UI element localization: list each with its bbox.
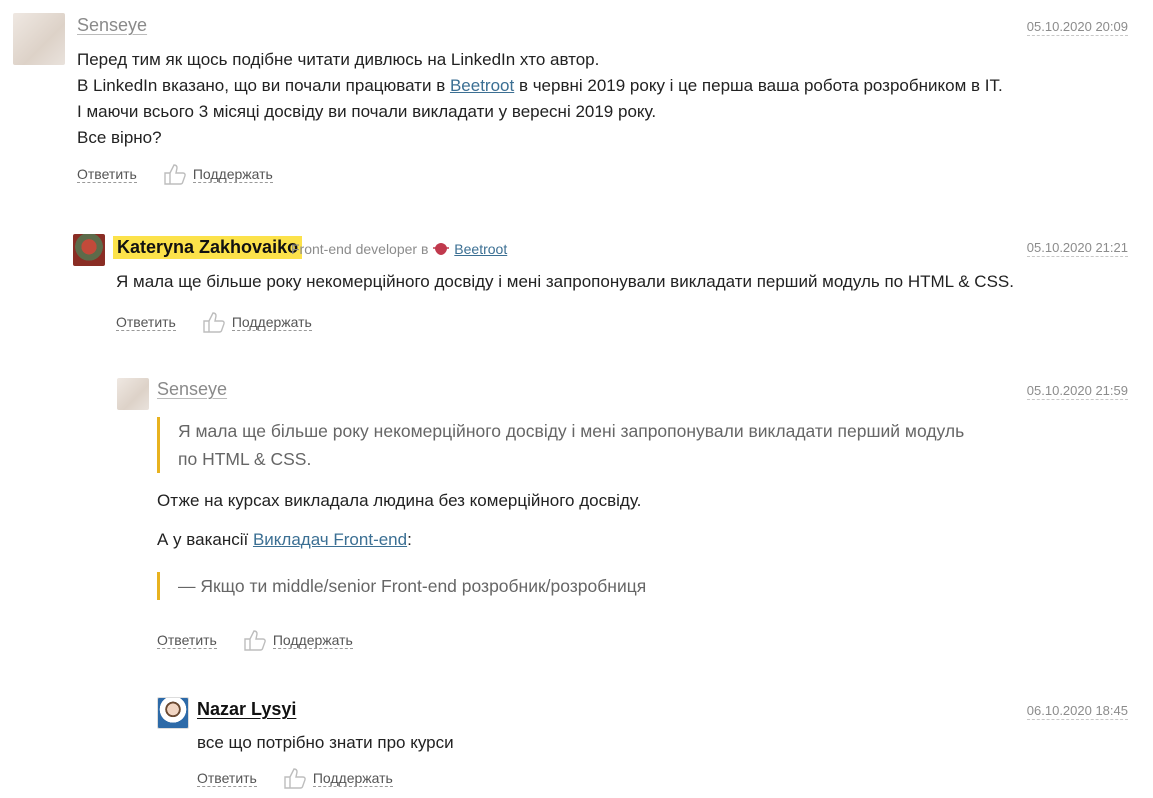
avatar[interactable]	[13, 13, 65, 65]
like-button[interactable]	[163, 163, 273, 185]
reply-button[interactable]: Ответить	[197, 769, 257, 786]
avatar[interactable]	[117, 378, 149, 410]
comment-line: В LinkedIn вказано, що ви почали працювати в Beetroot в червні 2019 року і це перша ваша робота розробником в IT.	[77, 76, 1003, 95]
comment-date[interactable]: 06.10.2020 18:45	[1026, 703, 1128, 718]
like-button[interactable]	[202, 311, 312, 333]
thumbs-up-icon	[202, 311, 226, 333]
comment-author[interactable]: Kateryna Zakhovaiko	[113, 236, 302, 259]
comment-body: Я мала ще більше року некомерційного досвіду і мені запропонували викладати перший модуль по HTML & CSS.	[116, 272, 1014, 291]
comment-author[interactable]: Senseye	[77, 15, 148, 35]
comment-date[interactable]: 05.10.2020 21:59	[1026, 383, 1128, 398]
comment-line: І маючи всього 3 місяці досвіду ви почали викладати у вересні 2019 року.	[77, 102, 657, 121]
comment-actions	[116, 311, 312, 333]
comment-body: все що потрібно знати про курси	[197, 733, 454, 752]
comment-line: Перед тим як щось подібне читати дивлюсь на LinkedIn хто автор.	[77, 50, 600, 69]
company-link[interactable]: Beetroot	[449, 76, 515, 95]
comment-actions	[197, 767, 393, 789]
reply-button[interactable]: Ответить	[77, 165, 137, 182]
like-label: Поддержать	[272, 631, 353, 648]
like-label: Поддержать	[312, 769, 393, 786]
comment-author[interactable]: Nazar Lysyi	[197, 699, 297, 719]
thumbs-up-icon	[163, 163, 187, 185]
comment-actions	[157, 629, 353, 651]
comment-text: А у вакансії Викладач Front-end:	[157, 530, 412, 549]
avatar[interactable]	[73, 234, 105, 266]
blockquote: — Якщо ти middle/senior Front-end розробник/розробниця	[157, 572, 1038, 600]
like-button[interactable]	[283, 767, 393, 789]
company-link[interactable]: Beetroot	[454, 241, 508, 257]
comment-date[interactable]: 05.10.2020 20:09	[1026, 19, 1128, 34]
vacancy-link[interactable]: Викладач Front-end	[252, 530, 408, 549]
comment	[157, 697, 1128, 797]
comment-text: Отже на курсах викладала людина без комерційного досвіду.	[157, 491, 642, 510]
comment-actions	[77, 163, 273, 185]
avatar[interactable]	[157, 697, 189, 729]
thumbs-up-icon	[283, 767, 307, 789]
reply-button[interactable]: Ответить	[116, 313, 176, 330]
like-button[interactable]	[243, 629, 353, 651]
author-role: Front-end developer в Beetroot	[291, 241, 508, 257]
beetroot-logo-icon	[432, 242, 450, 256]
comment	[13, 13, 1128, 193]
comment-date[interactable]: 05.10.2020 21:21	[1026, 240, 1128, 255]
reply-button[interactable]: Ответить	[157, 631, 217, 648]
like-label: Поддержать	[231, 313, 312, 330]
comment-body	[77, 47, 1117, 151]
like-label: Поддержать	[192, 165, 273, 182]
comment	[117, 378, 1128, 658]
blockquote: Я мала ще більше року некомерційного досвіду і мені запропонували викладати перший модуль по HTML & CSS.	[157, 417, 1038, 473]
comment	[73, 234, 1128, 334]
comment-author[interactable]: Senseye	[157, 379, 228, 399]
comment-line: Все вірно?	[77, 128, 162, 147]
thumbs-up-icon	[243, 629, 267, 651]
